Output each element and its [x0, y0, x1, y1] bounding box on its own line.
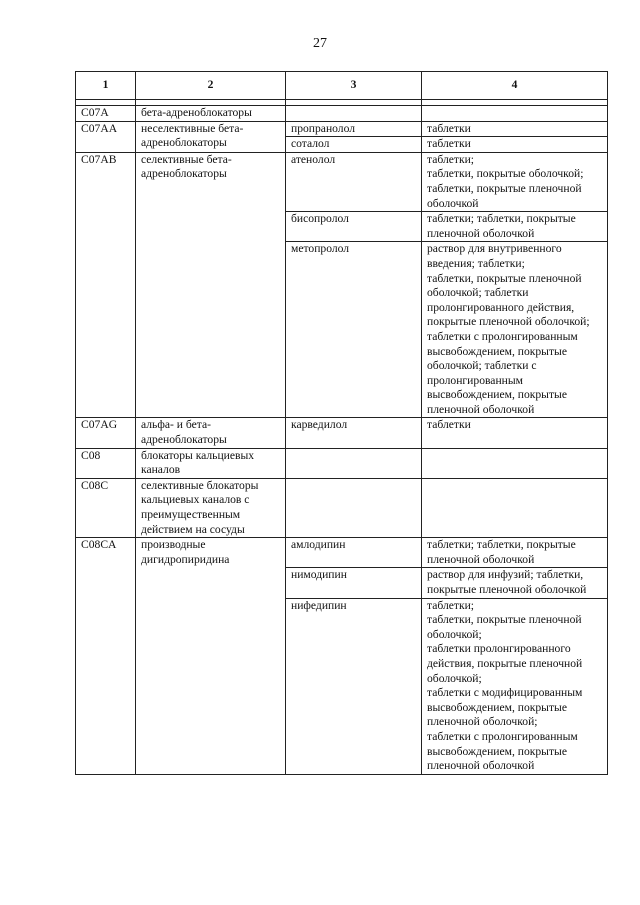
table-row	[76, 152, 608, 211]
group-name: селективные бета-адреноблокаторы	[136, 152, 286, 418]
dosage-form: таблетки	[422, 121, 608, 137]
drug-name: карведилол	[286, 418, 422, 448]
drug-name	[286, 478, 422, 537]
dosage-form: таблетки	[422, 137, 608, 153]
atc-code: C08	[76, 448, 136, 478]
table-header-row	[76, 72, 608, 100]
table-row	[76, 106, 608, 122]
page-number: 27	[313, 36, 327, 51]
dosage-form: таблетки; таблетки, покрытые пленочной оболочкой	[422, 538, 608, 568]
table-row	[76, 121, 608, 137]
group-name: альфа- и бета-адреноблокаторы	[136, 418, 286, 448]
dosage-form: раствор для внутривенного введения; таблетки; таблетки, покрытые пленочной оболочкой; таблетки пролонгированного действия, покрытые пленочной оболочкой; таблетки с пролонгированным высвобождением, покрытые оболочкой; таблетки с пролонгированным высвобождением, покрытые пленочной оболочкой	[422, 242, 608, 418]
drug-name: нимодипин	[286, 568, 422, 598]
drug-table	[75, 71, 608, 775]
table-row	[76, 538, 608, 568]
atc-code: C08C	[76, 478, 136, 537]
table-row	[76, 418, 608, 448]
dosage-form: таблетки; таблетки, покрытые оболочкой; таблетки, покрытые пленочной оболочкой	[422, 152, 608, 211]
drug-name: бисопролол	[286, 212, 422, 242]
column-header-1: 1	[76, 72, 136, 100]
drug-name: нифедипин	[286, 598, 422, 774]
table-row	[76, 478, 608, 537]
drug-name	[286, 448, 422, 478]
atc-code: C08CA	[76, 538, 136, 775]
group-name: производные дигидропиридина	[136, 538, 286, 775]
dosage-form: таблетки	[422, 418, 608, 448]
dosage-form: таблетки; таблетки, покрытые пленочной оболочкой; таблетки пролонгированного действия, покрытые пленочной оболочкой; таблетки с модифицированным высвобождением, покрытые пленочной оболочкой; таблетки с пролонгированным высвобождением, покрытые пленочной оболочкой	[422, 598, 608, 774]
group-name: блокаторы кальциевых каналов	[136, 448, 286, 478]
drug-name: пропранолол	[286, 121, 422, 137]
drug-name: метопролол	[286, 242, 422, 418]
drug-name	[286, 106, 422, 122]
group-name: неселективные бета-адреноблокаторы	[136, 121, 286, 152]
drug-name: атенолол	[286, 152, 422, 211]
dosage-form: таблетки; таблетки, покрытые пленочной оболочкой	[422, 212, 608, 242]
column-header-3: 3	[286, 72, 422, 100]
column-header-4: 4	[422, 72, 608, 100]
group-name: бета-адреноблокаторы	[136, 106, 286, 122]
drug-name: амлодипин	[286, 538, 422, 568]
group-name: селективные блокаторы кальциевых каналов с преимущественным действием на сосуды	[136, 478, 286, 537]
atc-code: C07AA	[76, 121, 136, 152]
dosage-form	[422, 478, 608, 537]
atc-code: C07AB	[76, 152, 136, 418]
atc-code: C07AG	[76, 418, 136, 448]
dosage-form: раствор для инфузий; таблетки, покрытые пленочной оболочкой	[422, 568, 608, 598]
dosage-form	[422, 106, 608, 122]
table-row	[76, 448, 608, 478]
atc-code: C07A	[76, 106, 136, 122]
column-header-2: 2	[136, 72, 286, 100]
dosage-form	[422, 448, 608, 478]
drug-name: соталол	[286, 137, 422, 153]
